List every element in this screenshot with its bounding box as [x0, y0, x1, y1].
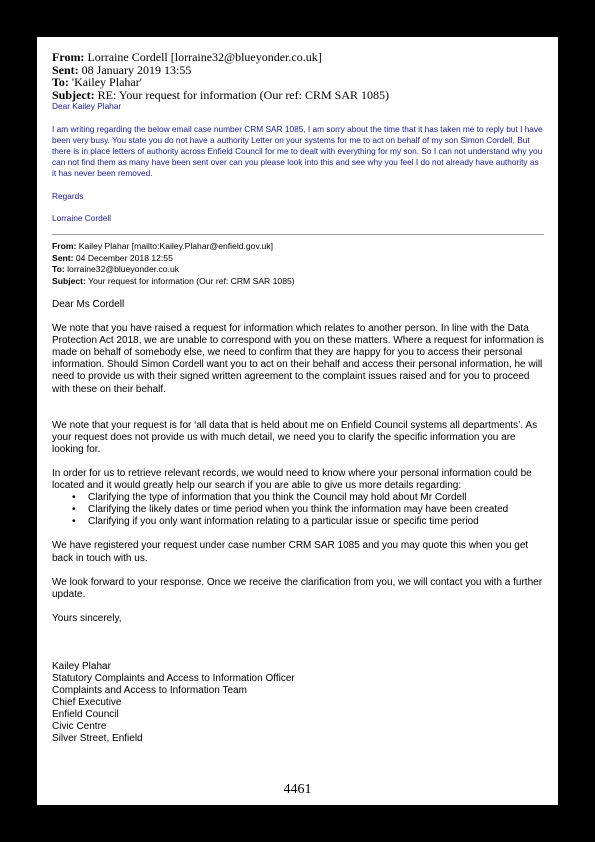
page-number: 4461: [283, 782, 312, 797]
signature-line: Chief Executive: [52, 697, 122, 709]
list-item: • Clarifying the type of information that you think the Council may hold about Mr Cordell: [88, 492, 544, 504]
email2-sent: Sent: 04 December 2018 12:55: [52, 252, 173, 263]
signature-line: Civic Centre: [52, 721, 107, 733]
document-page: [37, 37, 558, 805]
email1-signature: Lorraine Cordell: [52, 212, 112, 223]
email1-greeting: Dear Kailey Plahar: [52, 101, 122, 112]
list-item: • Clarifying the likely dates or time period when you think the information may have been created: [88, 504, 544, 516]
email1-to: To: 'Kailey Plahar': [52, 75, 142, 90]
signature-line: Complaints and Access to Information Team: [52, 685, 247, 697]
signature-line: Enfield Council: [52, 709, 119, 721]
email-separator: [52, 234, 544, 235]
signature-line: Statutory Complaints and Access to Information Officer: [52, 672, 295, 684]
signature-line: Silver Street, Enfield: [52, 733, 143, 745]
email2-paragraph-5: We look forward to your response. Once we receive the clarification from you, we will contact you with a further update.: [52, 576, 543, 600]
email2-paragraph-1: We note that you have raised a request for information which relates to another person. In line with the Data Protection Act 2018, we are unable to correspond with you on these matters. Where a request for information is made on behalf of somebody else, we need to confirm that they are happy for you to access their personal information. Should Simon Cordell want you to act on their behalf and access their personal information, he will need to provide us with their signed written agreement to the complaint issues raised and for you to proceed with these on their behalf.: [52, 323, 544, 395]
email2-subject: Subject: Your request for information (Our ref: CRM SAR 1085): [52, 275, 295, 286]
email2-bullet-list: [52, 492, 544, 528]
email1-header: [52, 51, 544, 101]
email2-to: To: lorraine32@blueyonder.co.uk: [52, 264, 180, 274]
signature-line: Kailey Plahar: [52, 660, 111, 672]
email2-closing: Yours sincerely,: [52, 612, 122, 624]
email2-paragraph-3: In order for us to retrieve relevant records, we would need to know where your personal information could be located and it would greatly help our search if you are able to give us more details regarding:: [52, 467, 532, 492]
email2-signature-block: [52, 661, 544, 746]
email1-paragraph: I am writing regarding the below email case number CRM SAR 1085, I am sorry about the time that it has taken me to reply but I have been very busy. You state you do not have a authority Letter on your systems for me to act on behalf of my son Simon Cordell, But there is in place letters of authority across Enfield Council for me to dealt with everything for my son. So I can not understand why you can not find them as many have been sent over can you please look into this and see why you feel I do not already have authority as it has never been removed.: [52, 123, 543, 179]
email1-from: From: Lorraine Cordell [lorraine32@blueyonder.co.uk]: [52, 50, 322, 64]
email1-sent: Sent: 08 January 2019 13:55: [52, 62, 192, 77]
email2-from: From: Kailey Plahar [mailto:Kailey.Plahar@enfield.gov.uk]: [52, 241, 273, 251]
email2-body: [52, 299, 544, 625]
email2-header: [52, 241, 544, 287]
email1-body: [52, 101, 544, 224]
list-item: • Clarifying if you only want information relating to a particular issue or specific time period: [88, 516, 544, 528]
email2-paragraph-2: We note that your request is for ‘all data that is held about me on Enfield Council systems all departments’. As your request does not provide us with much detail, we need you to clarify the specific information you are looking for.: [52, 419, 538, 455]
email2-greeting: Dear Ms Cordell: [52, 299, 125, 310]
email1-regards: Regards: [52, 190, 84, 201]
email2-paragraph-4: We have registered your request under case number CRM SAR 1085 and you may quote this when you get back in touch with us.: [52, 540, 529, 564]
email1-subject: Subject: RE: Your request for information (Our ref: CRM SAR 1085): [52, 87, 389, 102]
